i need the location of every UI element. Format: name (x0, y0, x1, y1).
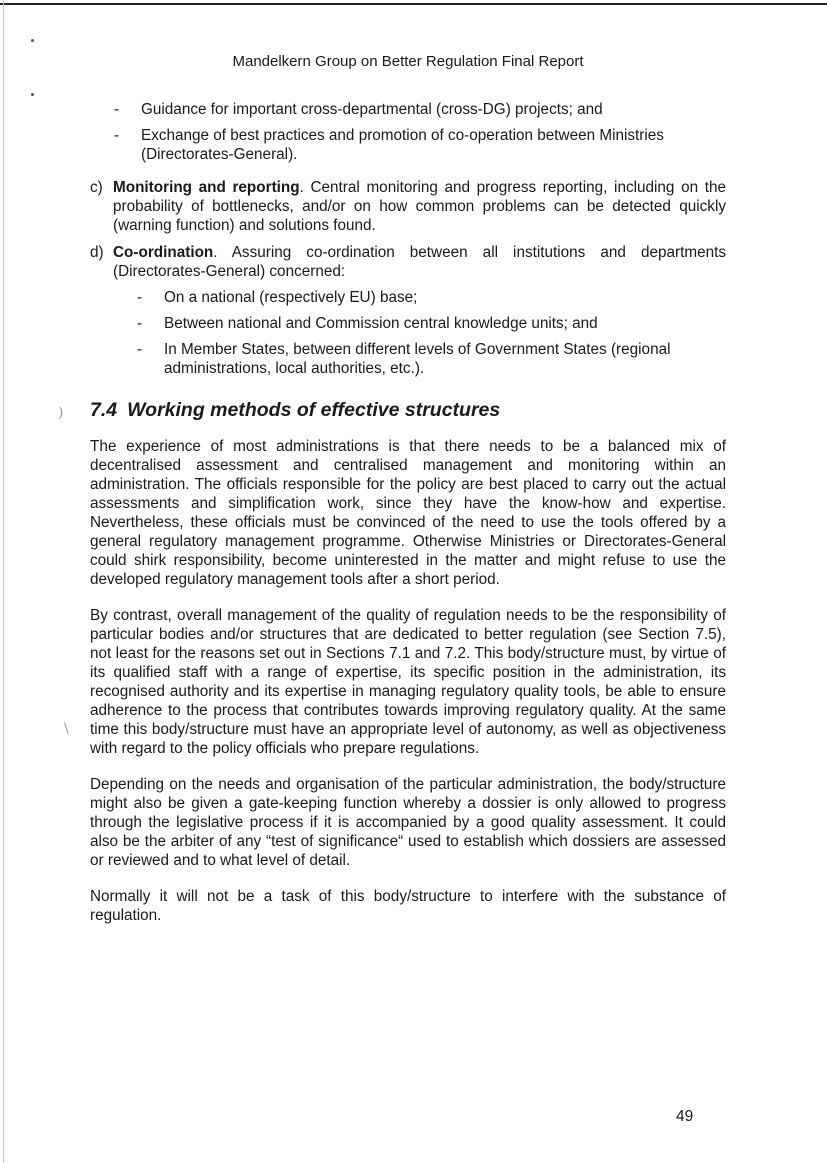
list-item (137, 314, 726, 333)
body-paragraph: Depending on the needs and organisation of the particular administration, the body/structure might also be given a gate-keeping function whereby a dossier is only allowed to progress through the legislative process if it is accompanied by a good quality assessment. It could also be the arbiter of any “test of significance“ used to establish which dossiers are assessed or reviewed and to what level of detail. (90, 776, 726, 869)
item-heading: Monitoring and reporting (113, 179, 300, 196)
item-text (113, 243, 726, 281)
list-item-text: Exchange of best practices and promotion of co-operation between Ministries (Directorates-General). (141, 127, 664, 163)
lettered-item-monitoring (90, 178, 726, 235)
list-item-text: On a national (respectively EU) base; (164, 289, 418, 306)
list-item-text: Guidance for important cross-departmental (cross-DG) projects; and (141, 101, 603, 118)
scan-speck (31, 93, 34, 96)
page-body (90, 100, 726, 942)
scan-top-border (0, 3, 827, 5)
list-item-text: Between national and Commission central knowledge units; and (164, 315, 598, 332)
scan-left-edge (3, 0, 4, 1163)
lettered-list (90, 178, 726, 378)
item-letter: d) (90, 244, 104, 261)
intro-bullet-list (90, 100, 726, 164)
dash-marker: - (137, 289, 143, 306)
list-item (137, 340, 726, 378)
lettered-item-coordination (90, 243, 726, 378)
section-number: 7.4 (90, 399, 118, 421)
page-number: 49 (676, 1108, 694, 1125)
item-body: . Central monitoring and progress reporting, including on the probability of bottlenecks, and/or on how common problems can be detected quickly (warning function) and solutions found. (113, 179, 726, 234)
item-letter: c) (90, 179, 103, 196)
dash-marker: - (114, 101, 120, 118)
dash-marker: - (137, 315, 143, 332)
body-paragraph: The experience of most administrations is that there needs to be a balanced mix of decentralised assessment and centralised management and monitoring within an administration. The officials responsible for the policy are best placed to carry out the actual assessments and simplification work, since they have the know-how and expertise. Nevertheless, these officials must be convinced of the need to use the tools offered by a general regulatory management programme. Otherwise Ministries or Directorates-General could shirk responsibility, become uninterested in the matter and might refuse to use the developed regulatory management tools after a short period. (90, 438, 726, 588)
item-body: . Assuring co-ordination between all institutions and departments (Directorates-General) concerned: (113, 244, 726, 280)
scan-margin-mark: \ (64, 721, 69, 737)
item-heading: Co-ordination (113, 244, 214, 261)
list-item (90, 100, 726, 119)
section-title: Working methods of effective structures (127, 399, 501, 421)
list-item (137, 288, 726, 307)
item-text (113, 178, 726, 235)
dash-marker: - (114, 127, 120, 144)
coordination-bullet-list (113, 288, 726, 378)
scan-margin-mark: ) (58, 405, 64, 421)
dash-marker: - (137, 341, 143, 358)
body-paragraph: Normally it will not be a task of this body/structure to interfere with the substance of regulation. (90, 888, 726, 924)
scan-speck (31, 39, 34, 42)
section-heading (90, 398, 726, 422)
list-item-text: In Member States, between different levels of Government States (regional administrations, local authorities, etc.). (164, 341, 671, 377)
list-item (90, 126, 726, 164)
running-header: Mandelkern Group on Better Regulation Final Report (232, 53, 584, 70)
body-paragraph: By contrast, overall management of the quality of regulation needs to be the responsibility of particular bodies and/or structures that are dedicated to better regulation (see Section 7.5), not least for the reasons set out in Sections 7.1 and 7.2. This body/structure must, by virtue of its qualified staff with a range of expertise, its specific position in the administration, its recognised authority and its expertise in managing regulatory quality tools, be able to ensure adherence to the process that contributes towards improving regulatory quality. At the same time this body/structure must have an appropriate level of autonomy, as well as objectiveness with regard to the policy officials who prepare regulations. (90, 607, 726, 757)
